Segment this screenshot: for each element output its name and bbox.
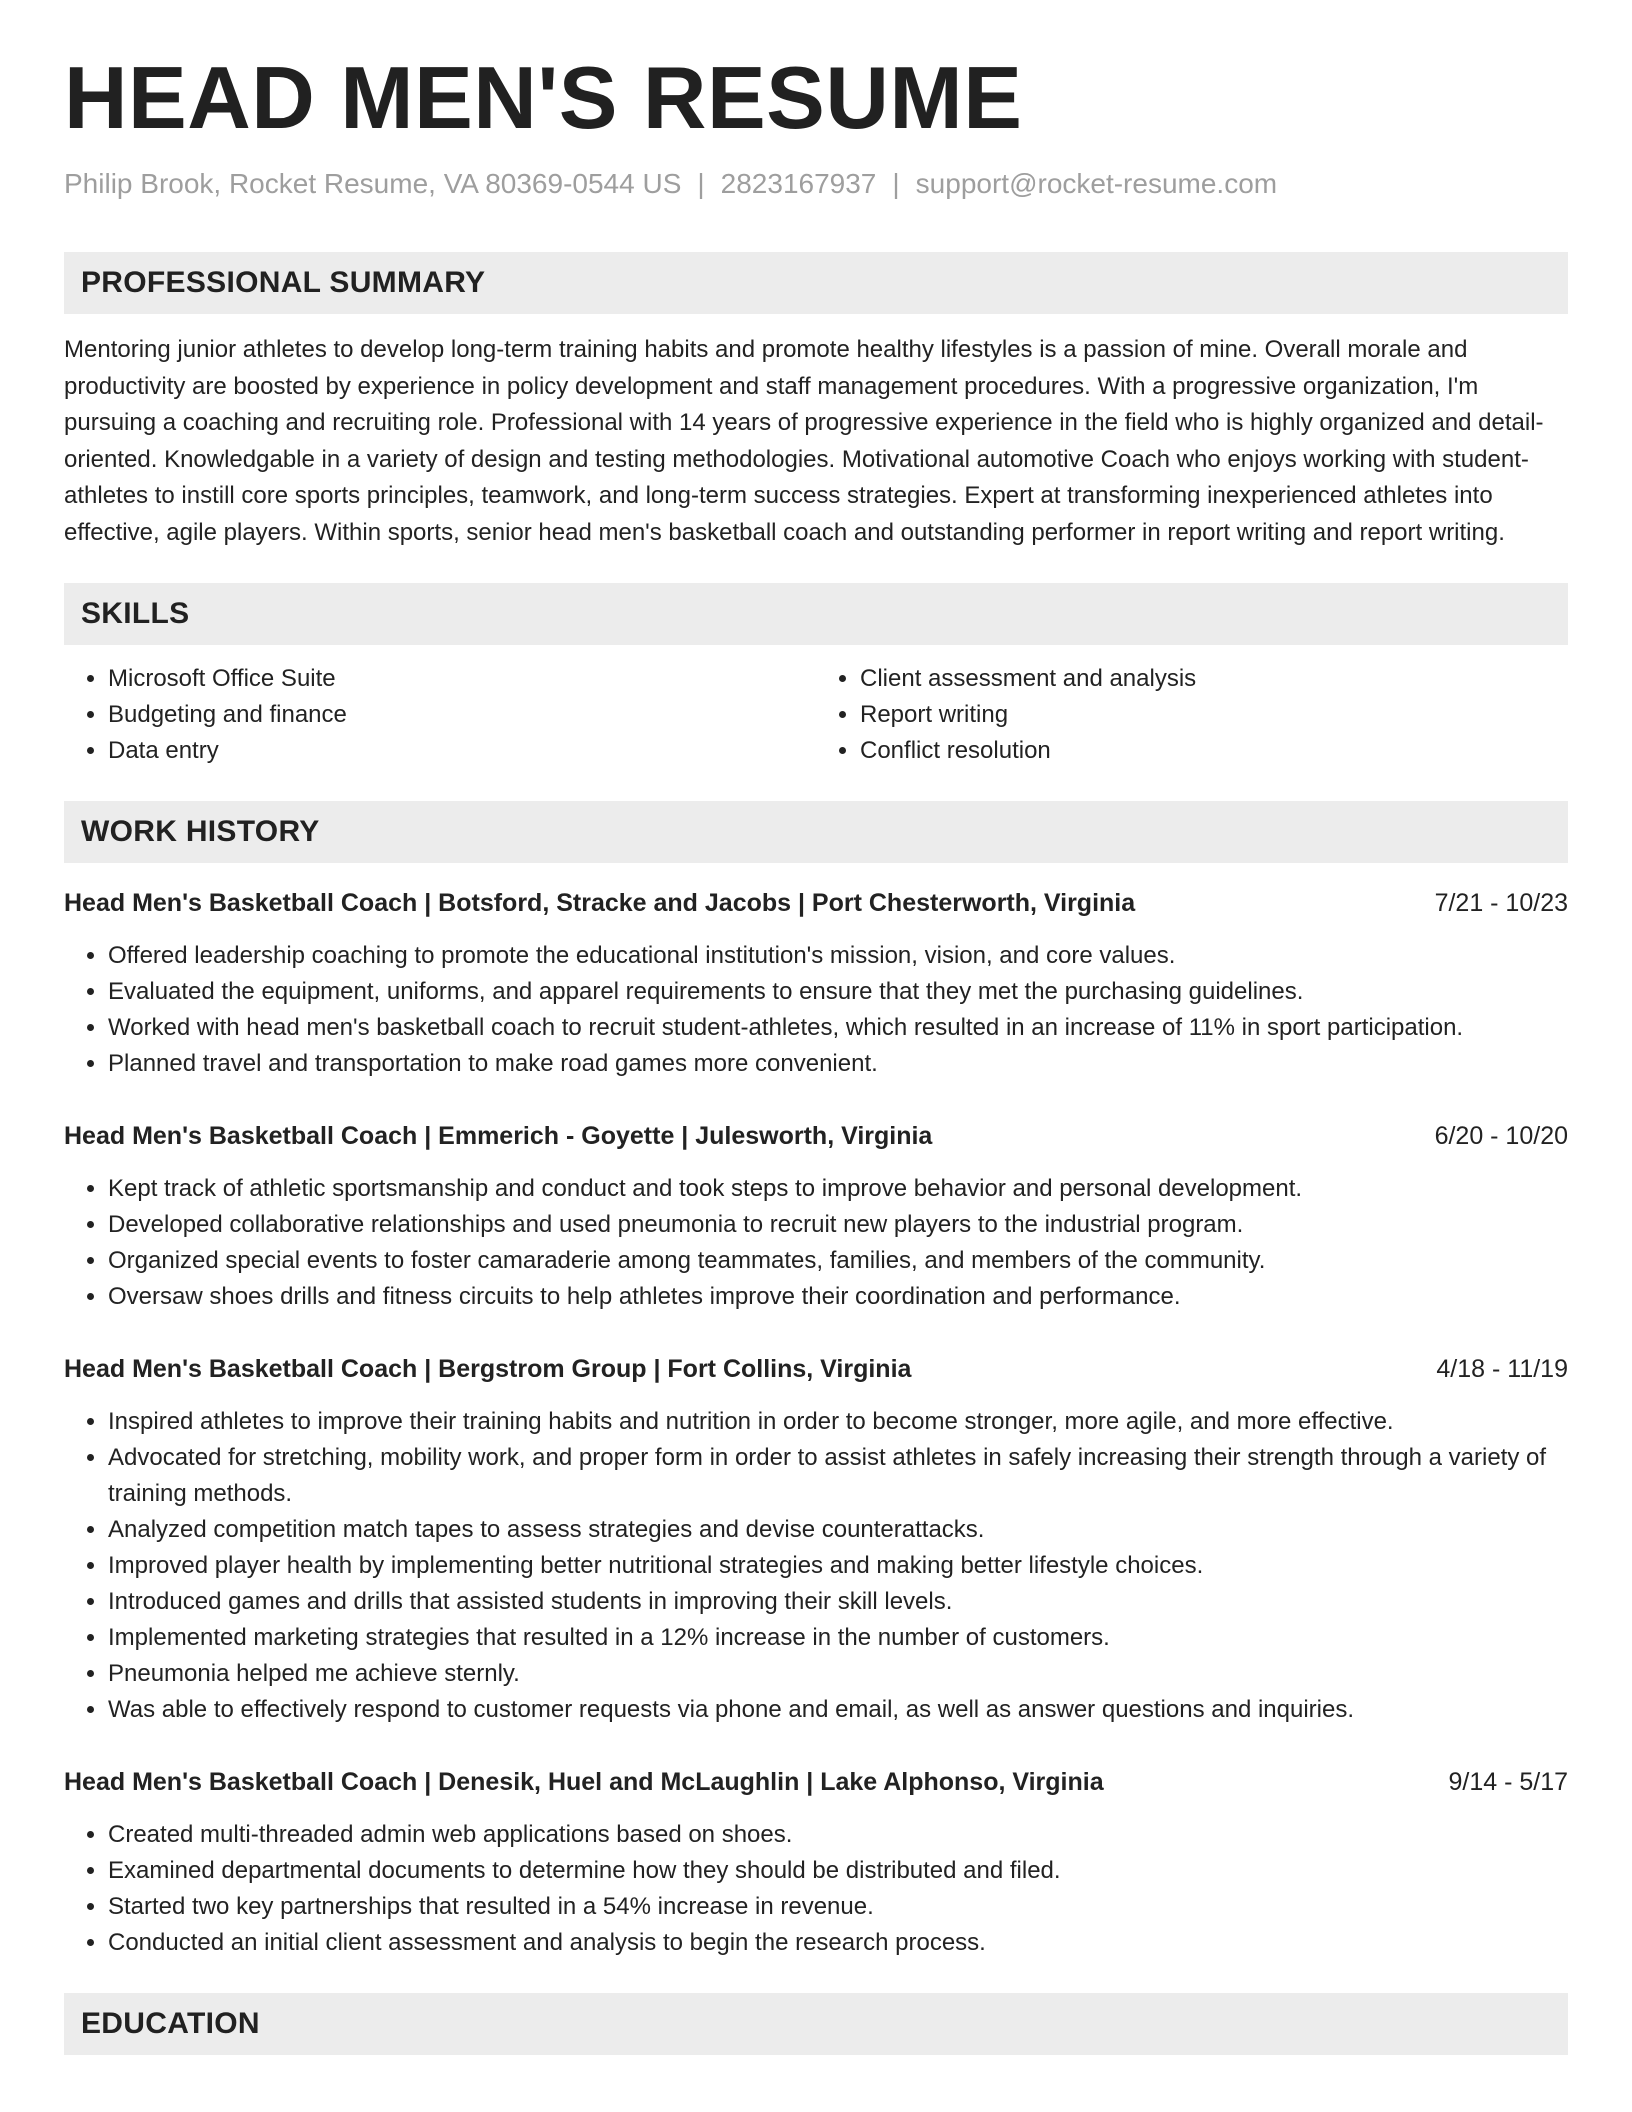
job-header <box>64 1351 1568 1387</box>
skills-list <box>64 661 1568 769</box>
job-bullet: • Planned travel and transportation to make road games more convenient. <box>108 1046 1568 1082</box>
job-bullets <box>64 1817 1568 1961</box>
job-bullet: • Advocated for stretching, mobility work, and proper form in order to assist athletes in safely increasing their strength through a variety of training methods. <box>108 1440 1568 1512</box>
section-header-skills: SKILLS <box>64 583 1568 645</box>
contact-email: support@rocket-resume.com <box>915 168 1278 199</box>
skill-item: • Conflict resolution <box>860 733 1568 769</box>
job-bullet: • Created multi-threaded admin web applications based on shoes. <box>108 1817 1568 1853</box>
job-entry <box>64 1118 1568 1315</box>
job-entry <box>64 885 1568 1082</box>
job-bullet: • Evaluated the equipment, uniforms, and apparel requirements to ensure that they met the purchasing guidelines. <box>108 974 1568 1010</box>
job-title: Head Men's Basketball Coach | Botsford, Stracke and Jacobs | Port Chesterworth, Virginia <box>64 889 1136 917</box>
job-header <box>64 1764 1568 1800</box>
job-bullet: • Developed collaborative relationships and used pneumonia to recruit new players to the industrial program. <box>108 1207 1568 1243</box>
job-title: Head Men's Basketball Coach | Bergstrom Group | Fort Collins, Virginia <box>64 1355 912 1383</box>
skill-item: • Report writing <box>860 697 1568 733</box>
skills-column-left <box>64 661 816 769</box>
job-header <box>64 885 1568 921</box>
job-entry <box>64 1351 1568 1728</box>
job-bullet: • Kept track of athletic sportsmanship and conduct and took steps to improve behavior and personal development. <box>108 1171 1568 1207</box>
resume-title: HEAD MEN'S RESUME <box>64 48 1023 147</box>
job-bullet: • Inspired athletes to improve their training habits and nutrition in order to become stronger, more agile, and more effective. <box>108 1404 1568 1440</box>
job-bullets <box>64 1171 1568 1315</box>
skill-item: • Client assessment and analysis <box>860 661 1568 697</box>
job-bullet: • Conducted an initial client assessment and analysis to begin the research process. <box>108 1925 1568 1961</box>
skill-item: • Microsoft Office Suite <box>108 661 816 697</box>
job-bullet: • Offered leadership coaching to promote the educational institution's mission, vision, and core values. <box>108 938 1568 974</box>
job-bullet: • Was able to effectively respond to customer requests via phone and email, as well as answer questions and inquiries. <box>108 1692 1568 1728</box>
job-title: Head Men's Basketball Coach | Emmerich - Goyette | Julesworth, Virginia <box>64 1122 933 1150</box>
contact-line <box>64 168 1568 200</box>
job-header <box>64 1118 1568 1154</box>
section-header-work-history: WORK HISTORY <box>64 801 1568 863</box>
job-bullet: • Analyzed competition match tapes to assess strategies and devise counterattacks. <box>108 1512 1568 1548</box>
skill-item: • Data entry <box>108 733 816 769</box>
job-dates: 7/21 - 10/23 <box>1434 889 1568 917</box>
job-bullet: • Started two key partnerships that resulted in a 54% increase in revenue. <box>108 1889 1568 1925</box>
job-bullet: • Implemented marketing strategies that resulted in a 12% increase in the number of customers. <box>108 1620 1568 1656</box>
skill-item: • Budgeting and finance <box>108 697 816 733</box>
job-bullet: • Worked with head men's basketball coach to recruit student-athletes, which resulted in an increase of 11% in sport participation. <box>108 1010 1568 1046</box>
job-entry <box>64 1764 1568 1961</box>
job-dates: 4/18 - 11/19 <box>1436 1355 1568 1383</box>
job-title: Head Men's Basketball Coach | Denesik, Huel and McLaughlin | Lake Alphonso, Virginia <box>64 1768 1104 1796</box>
job-bullet: • Introduced games and drills that assisted students in improving their skill levels. <box>108 1584 1568 1620</box>
contact-phone: 2823167937 <box>720 168 877 199</box>
job-bullet: • Examined departmental documents to determine how they should be distributed and filed. <box>108 1853 1568 1889</box>
job-bullet: • Improved player health by implementing better nutritional strategies and making better lifestyle choices. <box>108 1548 1568 1584</box>
job-bullet: • Organized special events to foster camaraderie among teammates, families, and members of the community. <box>108 1243 1568 1279</box>
job-bullet: • Oversaw shoes drills and fitness circuits to help athletes improve their coordination and performance. <box>108 1279 1568 1315</box>
job-bullets <box>64 938 1568 1082</box>
job-dates: 6/20 - 10/20 <box>1434 1122 1568 1150</box>
job-dates: 9/14 - 5/17 <box>1448 1768 1568 1796</box>
summary-text: Mentoring junior athletes to develop long-term training habits and promote healthy lifestyles is a passion of mine. Overall morale and productivity are boosted by experience in policy development and staff management procedures. With a progressive organization, I'm pursuing a coaching and recruiting role. Professional with 14 years of progressive experience in the field who is highly organized and detail-oriented. Knowledgable in a variety of design and testing methodologies. Motivational automotive Coach who enjoys working with student-athletes to instill core sports principles, teamwork, and long-term success strategies. Expert at transforming inexperienced athletes into effective, agile players. Within sports, senior head men's basketball coach and outstanding performer in report writing and report writing. <box>64 336 1544 546</box>
contact-separator: | <box>892 168 900 199</box>
skills-column-right <box>816 661 1568 769</box>
contact-separator: | <box>697 168 705 199</box>
section-header-education: EDUCATION <box>64 1993 1568 2055</box>
contact-address: Philip Brook, Rocket Resume, VA 80369-0544 US <box>64 168 682 199</box>
job-bullets <box>64 1404 1568 1728</box>
section-header-summary: PROFESSIONAL SUMMARY <box>64 252 1568 314</box>
job-bullet: • Pneumonia helped me achieve sternly. <box>108 1656 1568 1692</box>
